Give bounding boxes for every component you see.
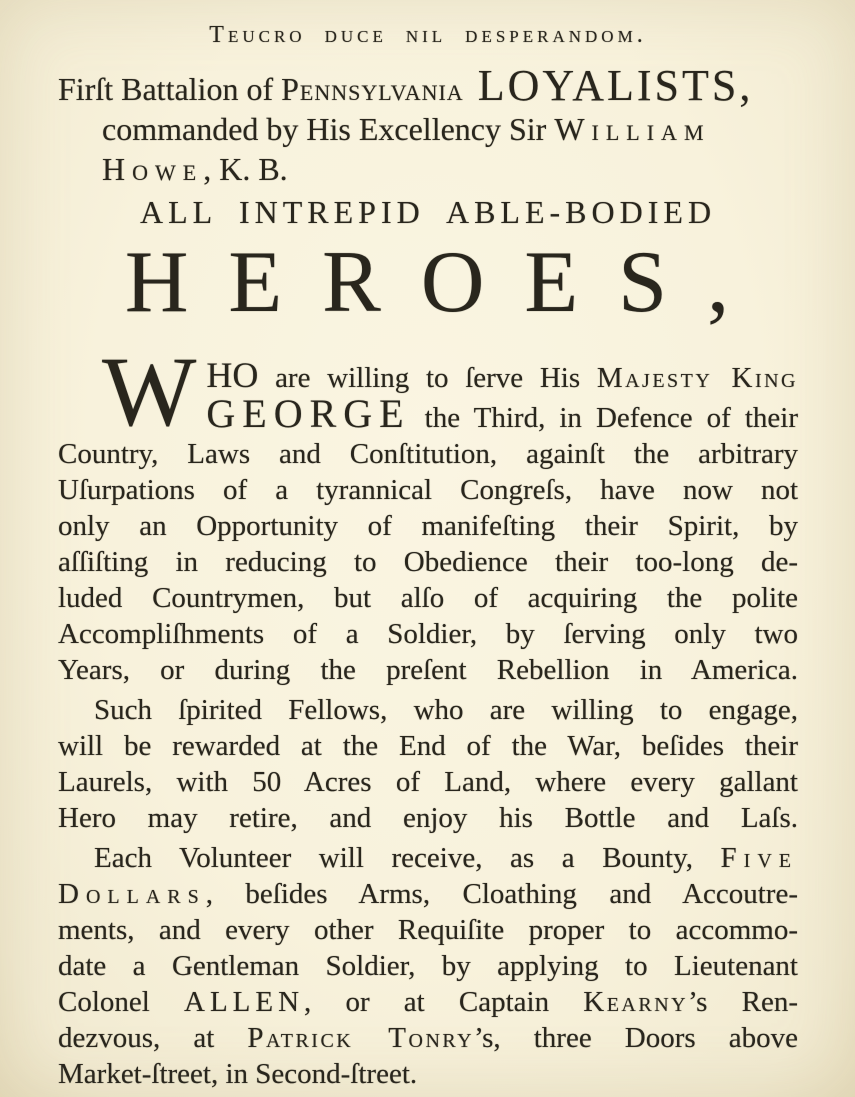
text-line: will be rewarded at the End of the War, beſides their xyxy=(58,730,798,762)
text-line: Market-ſtreet, in Second-ſtreet. xyxy=(58,1058,418,1090)
text-line: Years, or during the preſent Rebellion in America. xyxy=(58,654,798,686)
text-segment: ’s Ren- xyxy=(688,986,798,1018)
body-text xyxy=(58,336,798,1092)
text-line xyxy=(58,840,798,876)
heading-line-2 xyxy=(58,109,798,149)
heading-line-3-text: , K. B. xyxy=(203,151,288,187)
text-line xyxy=(58,1020,798,1056)
text-line: Accompliſhments of a Soldier, by ſerving only two xyxy=(58,618,798,650)
paragraph-bounty xyxy=(58,840,798,1092)
allen-caps: ALLEN xyxy=(184,986,305,1018)
text-line xyxy=(58,876,798,912)
text-line xyxy=(58,984,798,1020)
text-segment: the Third, in Defence of their xyxy=(410,402,798,434)
text-line: date a Gentleman Soldier, by applying to Lieutenant xyxy=(58,950,798,982)
text-line: aſſiſting in reducing to Obedience their too-long de- xyxy=(58,546,798,578)
paragraph-reward xyxy=(58,692,798,836)
text-line: Uſurpations of a tyrannical Congreſs, have now not xyxy=(58,474,798,506)
text-segment: , or at Captain xyxy=(304,986,584,1018)
text-segment: Each Volunteer will receive, as a Bounty, xyxy=(94,842,721,874)
latin-motto: Teucro duce nil desperandom. xyxy=(209,22,647,48)
text-line: Laurels, with 50 Acres of Land, where every gallant xyxy=(58,766,798,798)
text-line: ments, and every other Requiſite proper to accommo- xyxy=(58,914,798,946)
text-segment: Colonel xyxy=(58,986,184,1018)
kearny-smallcaps: Kearny xyxy=(583,986,689,1018)
text-segment: , beſides Arms, Cloathing and Accoutre- xyxy=(205,878,798,910)
dropcap-w: W xyxy=(102,336,197,447)
howe-smallcaps: Howe xyxy=(102,151,204,187)
subheading-all-intrepid: ALL INTREPID ABLE-BODIED xyxy=(139,194,717,230)
text-segment: ’s, three Doors above xyxy=(474,1022,798,1054)
five-smallcaps: Five xyxy=(720,842,798,874)
patrick-tonry-smallcaps: Patrick Tonry xyxy=(247,1022,475,1054)
lead-caps-ho: HO xyxy=(206,355,259,395)
george-caps: GEORGE xyxy=(206,391,411,436)
text-segment: are willing to ſerve His xyxy=(258,362,597,394)
title-heroes: HEROES, xyxy=(124,234,770,331)
text-line: only an Opportunity of manifeſting their Spirit, by xyxy=(58,510,798,542)
text-line: Hero may retire, and enjoy his Bottle and Laſs. xyxy=(58,802,798,834)
heading-line-3 xyxy=(58,149,798,189)
heading-line-1 xyxy=(58,61,798,110)
majesty-king-smallcaps: Majesty King xyxy=(596,362,798,394)
heading-line-1-text: Firſt Battalion of xyxy=(58,71,282,107)
paragraph-who-serve xyxy=(58,336,798,688)
heading-line-2-text: commanded by His Excellency Sir xyxy=(102,111,555,147)
text-line: luded Countrymen, but alſo of acquiring the polite xyxy=(58,582,798,614)
text-segment: dezvous, at xyxy=(58,1022,248,1054)
text-line: Such ſpirited Fellows, who are willing to engage, xyxy=(94,694,798,726)
dollars-smallcaps: Dollars xyxy=(58,878,206,910)
william-smallcaps: William xyxy=(554,111,711,147)
battalion-heading xyxy=(58,61,798,189)
loyalists-caps: LOYALISTS, xyxy=(463,61,754,110)
pennsylvania-smallcaps: Pennsylvania xyxy=(281,71,464,107)
text-line: Country, Laws and Conſtitution, againſt the arbitrary xyxy=(58,438,798,470)
